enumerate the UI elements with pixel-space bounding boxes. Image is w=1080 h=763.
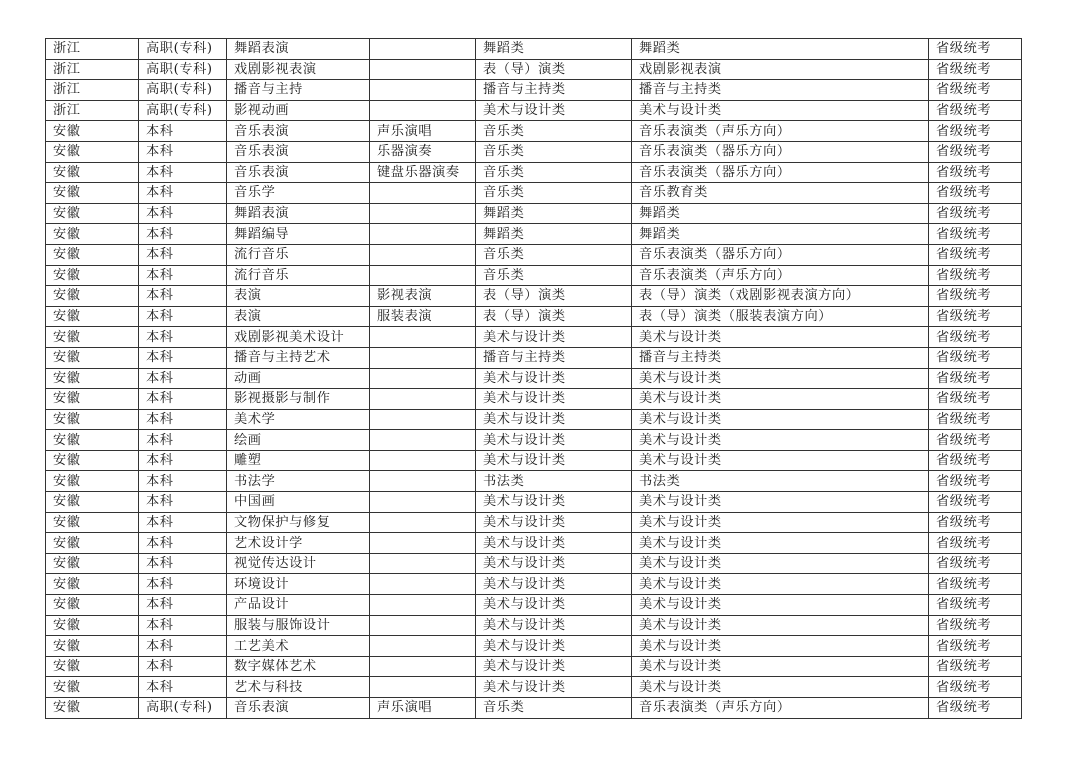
direction-cell: [370, 244, 476, 265]
exam-form-cell: 省级统考: [929, 162, 1022, 183]
province-cell: 安徽: [46, 306, 139, 327]
direction-cell: [370, 80, 476, 101]
exam-type-cell: 音乐教育类: [632, 183, 929, 204]
direction-cell: [370, 615, 476, 636]
level-cell: 本科: [139, 244, 227, 265]
table-row: [46, 574, 1022, 595]
table-row: [46, 39, 1022, 60]
major-cell: 艺术设计学: [227, 533, 370, 554]
exam-form-cell: 省级统考: [929, 244, 1022, 265]
exam-category-cell: 美术与设计类: [476, 512, 632, 533]
province-cell: 安徽: [46, 677, 139, 698]
province-cell: 安徽: [46, 389, 139, 410]
major-cell: 视觉传达设计: [227, 553, 370, 574]
level-cell: 本科: [139, 203, 227, 224]
major-cell: 表演: [227, 286, 370, 307]
exam-category-cell: 书法类: [476, 471, 632, 492]
exam-type-cell: 舞蹈类: [632, 39, 929, 60]
major-cell: 戏剧影视美术设计: [227, 327, 370, 348]
major-cell: 艺术与科技: [227, 677, 370, 698]
level-cell: 本科: [139, 141, 227, 162]
exam-form-cell: 省级统考: [929, 389, 1022, 410]
level-cell: 高职(专科): [139, 80, 227, 101]
direction-cell: [370, 389, 476, 410]
exam-category-cell: 音乐类: [476, 121, 632, 142]
table-row: [46, 677, 1022, 698]
exam-type-cell: 播音与主持类: [632, 347, 929, 368]
exam-type-cell: 美术与设计类: [632, 100, 929, 121]
table-row: [46, 656, 1022, 677]
table-row: [46, 141, 1022, 162]
exam-form-cell: 省级统考: [929, 595, 1022, 616]
exam-category-cell: 美术与设计类: [476, 595, 632, 616]
exam-type-cell: 美术与设计类: [632, 656, 929, 677]
exam-type-cell: 音乐表演类（声乐方向）: [632, 121, 929, 142]
major-cell: 绘画: [227, 430, 370, 451]
table-row: [46, 595, 1022, 616]
major-cell: 雕塑: [227, 450, 370, 471]
exam-type-cell: 美术与设计类: [632, 430, 929, 451]
table-row: [46, 327, 1022, 348]
province-cell: 浙江: [46, 59, 139, 80]
exam-form-cell: 省级统考: [929, 347, 1022, 368]
table-row: [46, 244, 1022, 265]
exam-form-cell: 省级统考: [929, 306, 1022, 327]
exam-type-cell: 播音与主持类: [632, 80, 929, 101]
table-row: [46, 347, 1022, 368]
exam-category-cell: 表（导）演类: [476, 59, 632, 80]
table-row: [46, 203, 1022, 224]
exam-category-cell: 美术与设计类: [476, 656, 632, 677]
level-cell: 本科: [139, 615, 227, 636]
direction-cell: [370, 39, 476, 60]
direction-cell: [370, 450, 476, 471]
major-cell: 书法学: [227, 471, 370, 492]
exam-form-cell: 省级统考: [929, 430, 1022, 451]
level-cell: 本科: [139, 162, 227, 183]
table-row: [46, 265, 1022, 286]
exam-form-cell: 省级统考: [929, 409, 1022, 430]
table-row: [46, 512, 1022, 533]
exam-type-cell: 美术与设计类: [632, 409, 929, 430]
level-cell: 本科: [139, 512, 227, 533]
major-cell: 流行音乐: [227, 265, 370, 286]
exam-type-cell: 戏剧影视表演: [632, 59, 929, 80]
province-cell: 浙江: [46, 80, 139, 101]
province-cell: 安徽: [46, 141, 139, 162]
exam-category-cell: 美术与设计类: [476, 409, 632, 430]
exam-type-cell: 美术与设计类: [632, 615, 929, 636]
direction-cell: [370, 595, 476, 616]
exam-form-cell: 省级统考: [929, 59, 1022, 80]
table-row: [46, 389, 1022, 410]
exam-form-cell: 省级统考: [929, 224, 1022, 245]
exam-type-cell: 美术与设计类: [632, 389, 929, 410]
level-cell: 本科: [139, 450, 227, 471]
direction-cell: [370, 100, 476, 121]
exam-category-cell: 美术与设计类: [476, 450, 632, 471]
exam-type-cell: 音乐表演类（声乐方向）: [632, 698, 929, 719]
major-cell: 舞蹈表演: [227, 203, 370, 224]
direction-cell: [370, 265, 476, 286]
direction-cell: [370, 492, 476, 513]
table-row: [46, 553, 1022, 574]
major-cell: 音乐表演: [227, 141, 370, 162]
province-cell: 安徽: [46, 656, 139, 677]
exam-type-cell: 音乐表演类（器乐方向）: [632, 141, 929, 162]
exam-type-cell: 美术与设计类: [632, 574, 929, 595]
province-cell: 安徽: [46, 553, 139, 574]
direction-cell: 声乐演唱: [370, 121, 476, 142]
exam-category-cell: 音乐类: [476, 162, 632, 183]
major-cell: 播音与主持: [227, 80, 370, 101]
exam-category-cell: 音乐类: [476, 183, 632, 204]
exam-form-cell: 省级统考: [929, 636, 1022, 657]
level-cell: 本科: [139, 492, 227, 513]
exam-category-cell: 美术与设计类: [476, 636, 632, 657]
province-cell: 安徽: [46, 533, 139, 554]
province-cell: 安徽: [46, 595, 139, 616]
province-cell: 安徽: [46, 615, 139, 636]
exam-type-cell: 美术与设计类: [632, 533, 929, 554]
major-cell: 音乐表演: [227, 121, 370, 142]
direction-cell: [370, 471, 476, 492]
exam-category-cell: 音乐类: [476, 698, 632, 719]
exam-form-cell: 省级统考: [929, 450, 1022, 471]
level-cell: 本科: [139, 347, 227, 368]
document-page: [45, 38, 1021, 719]
major-cell: 美术学: [227, 409, 370, 430]
province-cell: 安徽: [46, 636, 139, 657]
direction-cell: [370, 183, 476, 204]
table-row: [46, 100, 1022, 121]
exam-category-cell: 舞蹈类: [476, 39, 632, 60]
exam-type-cell: 音乐表演类（器乐方向）: [632, 244, 929, 265]
province-cell: 安徽: [46, 430, 139, 451]
direction-cell: 影视表演: [370, 286, 476, 307]
table-row: [46, 59, 1022, 80]
level-cell: 本科: [139, 368, 227, 389]
exam-form-cell: 省级统考: [929, 203, 1022, 224]
exam-category-cell: 播音与主持类: [476, 80, 632, 101]
exam-type-cell: 音乐表演类（声乐方向）: [632, 265, 929, 286]
table-row: [46, 306, 1022, 327]
table-row: [46, 698, 1022, 719]
exam-category-cell: 美术与设计类: [476, 368, 632, 389]
direction-cell: [370, 574, 476, 595]
table-row: [46, 409, 1022, 430]
exam-category-cell: 表（导）演类: [476, 306, 632, 327]
province-cell: 安徽: [46, 574, 139, 595]
table-row: [46, 80, 1022, 101]
exam-type-cell: 表（导）演类（服装表演方向）: [632, 306, 929, 327]
exam-form-cell: 省级统考: [929, 533, 1022, 554]
level-cell: 本科: [139, 656, 227, 677]
table-row: [46, 162, 1022, 183]
level-cell: 本科: [139, 121, 227, 142]
exam-category-cell: 表（导）演类: [476, 286, 632, 307]
province-cell: 安徽: [46, 286, 139, 307]
major-cell: 戏剧影视表演: [227, 59, 370, 80]
exam-category-cell: 美术与设计类: [476, 677, 632, 698]
level-cell: 高职(专科): [139, 59, 227, 80]
exam-type-cell: 美术与设计类: [632, 677, 929, 698]
direction-cell: [370, 656, 476, 677]
direction-cell: [370, 677, 476, 698]
level-cell: 高职(专科): [139, 39, 227, 60]
province-cell: 浙江: [46, 39, 139, 60]
level-cell: 本科: [139, 553, 227, 574]
direction-cell: 乐器演奏: [370, 141, 476, 162]
direction-cell: [370, 203, 476, 224]
exam-category-cell: 美术与设计类: [476, 327, 632, 348]
direction-cell: [370, 553, 476, 574]
level-cell: 本科: [139, 471, 227, 492]
major-cell: 产品设计: [227, 595, 370, 616]
province-cell: 安徽: [46, 512, 139, 533]
province-cell: 安徽: [46, 244, 139, 265]
exam-type-cell: 音乐表演类（器乐方向）: [632, 162, 929, 183]
exam-category-cell: 音乐类: [476, 141, 632, 162]
table-row: [46, 368, 1022, 389]
direction-cell: [370, 533, 476, 554]
exam-form-cell: 省级统考: [929, 677, 1022, 698]
exam-type-cell: 美术与设计类: [632, 450, 929, 471]
exam-type-cell: 书法类: [632, 471, 929, 492]
province-cell: 安徽: [46, 492, 139, 513]
table-row: [46, 492, 1022, 513]
province-cell: 安徽: [46, 121, 139, 142]
exam-category-cell: 音乐类: [476, 265, 632, 286]
exam-type-cell: 表（导）演类（戏剧影视表演方向）: [632, 286, 929, 307]
major-cell: 舞蹈表演: [227, 39, 370, 60]
direction-cell: 声乐演唱: [370, 698, 476, 719]
major-cell: 音乐表演: [227, 698, 370, 719]
exam-form-cell: 省级统考: [929, 368, 1022, 389]
exam-form-cell: 省级统考: [929, 615, 1022, 636]
province-cell: 安徽: [46, 347, 139, 368]
data-table: [45, 38, 1022, 719]
exam-type-cell: 舞蹈类: [632, 203, 929, 224]
direction-cell: [370, 327, 476, 348]
exam-category-cell: 美术与设计类: [476, 615, 632, 636]
exam-form-cell: 省级统考: [929, 80, 1022, 101]
exam-form-cell: 省级统考: [929, 265, 1022, 286]
level-cell: 本科: [139, 636, 227, 657]
table-row: [46, 430, 1022, 451]
major-cell: 播音与主持艺术: [227, 347, 370, 368]
exam-category-cell: 舞蹈类: [476, 203, 632, 224]
exam-form-cell: 省级统考: [929, 492, 1022, 513]
exam-form-cell: 省级统考: [929, 574, 1022, 595]
major-cell: 音乐学: [227, 183, 370, 204]
province-cell: 安徽: [46, 471, 139, 492]
exam-form-cell: 省级统考: [929, 286, 1022, 307]
level-cell: 本科: [139, 574, 227, 595]
table-row: [46, 533, 1022, 554]
table-row: [46, 471, 1022, 492]
level-cell: 高职(专科): [139, 698, 227, 719]
exam-category-cell: 美术与设计类: [476, 553, 632, 574]
major-cell: 流行音乐: [227, 244, 370, 265]
exam-form-cell: 省级统考: [929, 471, 1022, 492]
major-cell: 数字媒体艺术: [227, 656, 370, 677]
level-cell: 本科: [139, 677, 227, 698]
major-cell: 影视摄影与制作: [227, 389, 370, 410]
major-cell: 音乐表演: [227, 162, 370, 183]
major-cell: 环境设计: [227, 574, 370, 595]
table-row: [46, 636, 1022, 657]
exam-category-cell: 美术与设计类: [476, 492, 632, 513]
exam-category-cell: 美术与设计类: [476, 389, 632, 410]
direction-cell: [370, 409, 476, 430]
province-cell: 安徽: [46, 224, 139, 245]
province-cell: 安徽: [46, 409, 139, 430]
direction-cell: [370, 347, 476, 368]
exam-form-cell: 省级统考: [929, 553, 1022, 574]
direction-cell: [370, 636, 476, 657]
province-cell: 安徽: [46, 162, 139, 183]
exam-type-cell: 美术与设计类: [632, 327, 929, 348]
table-row: [46, 121, 1022, 142]
table-row: [46, 183, 1022, 204]
level-cell: 高职(专科): [139, 100, 227, 121]
exam-category-cell: 美术与设计类: [476, 533, 632, 554]
level-cell: 本科: [139, 183, 227, 204]
province-cell: 安徽: [46, 698, 139, 719]
direction-cell: [370, 59, 476, 80]
province-cell: 安徽: [46, 265, 139, 286]
major-cell: 表演: [227, 306, 370, 327]
level-cell: 本科: [139, 595, 227, 616]
level-cell: 本科: [139, 389, 227, 410]
table-row: [46, 615, 1022, 636]
exam-form-cell: 省级统考: [929, 512, 1022, 533]
exam-category-cell: 音乐类: [476, 244, 632, 265]
exam-type-cell: 美术与设计类: [632, 492, 929, 513]
level-cell: 本科: [139, 327, 227, 348]
major-cell: 工艺美术: [227, 636, 370, 657]
major-cell: 舞蹈编导: [227, 224, 370, 245]
exam-form-cell: 省级统考: [929, 100, 1022, 121]
direction-cell: 服装表演: [370, 306, 476, 327]
direction-cell: [370, 224, 476, 245]
exam-category-cell: 美术与设计类: [476, 430, 632, 451]
exam-form-cell: 省级统考: [929, 656, 1022, 677]
level-cell: 本科: [139, 533, 227, 554]
exam-type-cell: 美术与设计类: [632, 512, 929, 533]
major-cell: 影视动画: [227, 100, 370, 121]
exam-category-cell: 舞蹈类: [476, 224, 632, 245]
exam-type-cell: 美术与设计类: [632, 595, 929, 616]
province-cell: 浙江: [46, 100, 139, 121]
exam-form-cell: 省级统考: [929, 141, 1022, 162]
exam-form-cell: 省级统考: [929, 39, 1022, 60]
level-cell: 本科: [139, 286, 227, 307]
direction-cell: [370, 368, 476, 389]
table-row: [46, 286, 1022, 307]
table-row: [46, 224, 1022, 245]
major-cell: 文物保护与修复: [227, 512, 370, 533]
level-cell: 本科: [139, 306, 227, 327]
table-row: [46, 450, 1022, 471]
level-cell: 本科: [139, 265, 227, 286]
exam-form-cell: 省级统考: [929, 698, 1022, 719]
major-cell: 动画: [227, 368, 370, 389]
level-cell: 本科: [139, 409, 227, 430]
table-body: [46, 39, 1022, 719]
exam-type-cell: 美术与设计类: [632, 636, 929, 657]
exam-category-cell: 美术与设计类: [476, 574, 632, 595]
exam-type-cell: 舞蹈类: [632, 224, 929, 245]
exam-form-cell: 省级统考: [929, 121, 1022, 142]
province-cell: 安徽: [46, 450, 139, 471]
province-cell: 安徽: [46, 368, 139, 389]
direction-cell: 键盘乐器演奏: [370, 162, 476, 183]
exam-type-cell: 美术与设计类: [632, 553, 929, 574]
province-cell: 安徽: [46, 183, 139, 204]
exam-type-cell: 美术与设计类: [632, 368, 929, 389]
major-cell: 服装与服饰设计: [227, 615, 370, 636]
level-cell: 本科: [139, 224, 227, 245]
exam-form-cell: 省级统考: [929, 327, 1022, 348]
direction-cell: [370, 430, 476, 451]
province-cell: 安徽: [46, 203, 139, 224]
exam-form-cell: 省级统考: [929, 183, 1022, 204]
province-cell: 安徽: [46, 327, 139, 348]
direction-cell: [370, 512, 476, 533]
exam-category-cell: 美术与设计类: [476, 100, 632, 121]
level-cell: 本科: [139, 430, 227, 451]
major-cell: 中国画: [227, 492, 370, 513]
exam-category-cell: 播音与主持类: [476, 347, 632, 368]
